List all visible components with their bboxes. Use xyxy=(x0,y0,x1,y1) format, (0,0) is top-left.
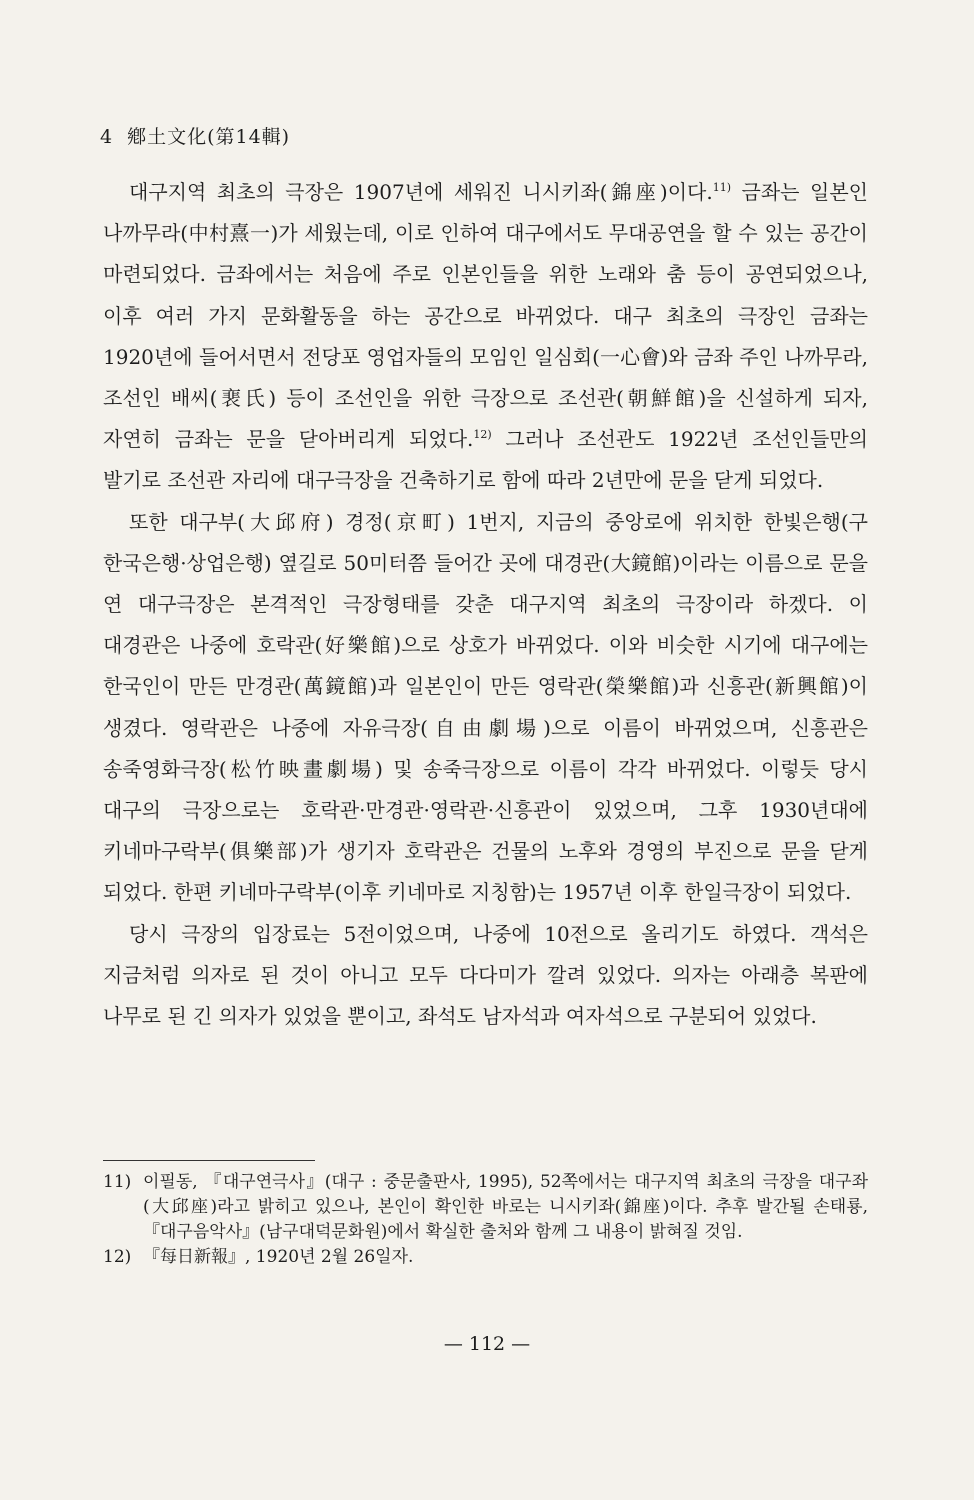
footnote-divider xyxy=(103,1160,315,1161)
page-folio: — 112 — xyxy=(443,1333,531,1355)
footnote-text: 이필동, 『대구연극사』(대구 : 중문출판사, 1995), 52쪽에서는 대구지역 최초의 극장을 대구좌(大邱座)라고 밝히고 있으나, 본인이 확인한 바로는 니시키좌(錦座)이다. 추후 발간될 손태룡, 『대구음악사』(남구대덕문화원)에서 확실한 출처와 함께 그 내용이 밝혀질 것임. xyxy=(143,1172,868,1242)
footnote-number: 12) xyxy=(103,1247,132,1267)
footnote-12 xyxy=(103,1245,868,1270)
body-text xyxy=(103,172,868,1037)
paragraph-1-part-b: 금좌는 일본인 나까무라(中村熹一)가 세웠는데, 이로 인하여 대구에서도 무대공연을 할 수 있는 공간이 마련되었다. 금좌에서는 처음에 주로 인본인들을 위한 노래와 춤 등이 공연되었으나, 이후 여러 가지 문화활동을 하는 공간으로 바뀌었다. 대구 최초의 극장인 금좌는 1920년에 들어서면서 전당포 영업자들의 모임인 일심회(一心會)와 금좌 주인 나까무라, 조선인 배씨(裵氏) 등이 조선인을 위한 극장으로 조선관(朝鮮館)을 신설하게 되자, 자연히 금좌는 문을 닫아버리게 되었다. xyxy=(103,180,868,452)
footnote-11 xyxy=(103,1170,868,1245)
paragraph-1-part-a: 대구지역 최초의 극장은 1907년에 세워진 니시키좌(錦座)이다. xyxy=(129,180,713,204)
paragraph-1 xyxy=(103,172,868,502)
paragraph-1-part-c: 그러나 조선관도 1922년 조선인들만의 발기로 조선관 자리에 대구극장을 건축하기로 함에 따라 2년만에 문을 닫게 되었다. xyxy=(103,427,868,493)
footnote-ref-12: 12) xyxy=(473,428,492,442)
header-page-number: 4 xyxy=(100,126,114,148)
paragraph-2: 또한 대구부(大邱府) 경정(京町) 1번지, 지금의 중앙로에 위치한 한빛은행(구 한국은행·상업은행) 옆길로 50미터쯤 들어간 곳에 대경관(大鏡館)이라는 이름으로 문을 연 대구극장은 본격적인 극장형태를 갖춘 대구지역 최초의 극장이라 하겠다. 이 대경관은 나중에 호락관(好樂館)으로 상호가 바뀌었다. 이와 비슷한 시기에 대구에는 한국인이 만든 만경관(萬鏡館)과 일본인이 만든 영락관(榮樂館)과 신흥관(新興館)이 생겼다. 영락관은 나중에 자유극장(自由劇場)으로 이름이 바뀌었으며, 신흥관은 송죽영화극장(松竹映畫劇場) 및 송죽극장으로 이름이 각각 바뀌었다. 이렇듯 당시 대구의 극장으로는 호락관·만경관·영락관·신흥관이 있었으며, 그후 1930년대에 키네마구락부(俱樂部)가 생기자 호락관은 건물의 노후와 경영의 부진으로 문을 닫게 되었다. 한편 키네마구락부(이후 키네마로 지칭함)는 1957년 이후 한일극장이 되었다. xyxy=(103,509,868,905)
paragraph-3: 당시 극장의 입장료는 5전이었으며, 나중에 10전으로 올리기도 하였다. 객석은 지금처럼 의자로 된 것이 아니고 모두 다다미가 깔려 있었다. 의자는 아래층 복판에 나무로 된 긴 의자가 있었을 뿐이고, 좌석도 남자석과 여자석으로 구분되어 있었다. xyxy=(103,921,868,1029)
footnote-number: 11) xyxy=(103,1172,132,1192)
journal-title: 鄕土文化(第14輯) xyxy=(127,126,291,148)
footnotes xyxy=(103,1170,868,1270)
footnote-text: 『每日新報』, 1920년 2월 26일자. xyxy=(143,1247,414,1267)
running-header xyxy=(100,122,290,149)
footnote-ref-11: 11) xyxy=(712,181,732,194)
